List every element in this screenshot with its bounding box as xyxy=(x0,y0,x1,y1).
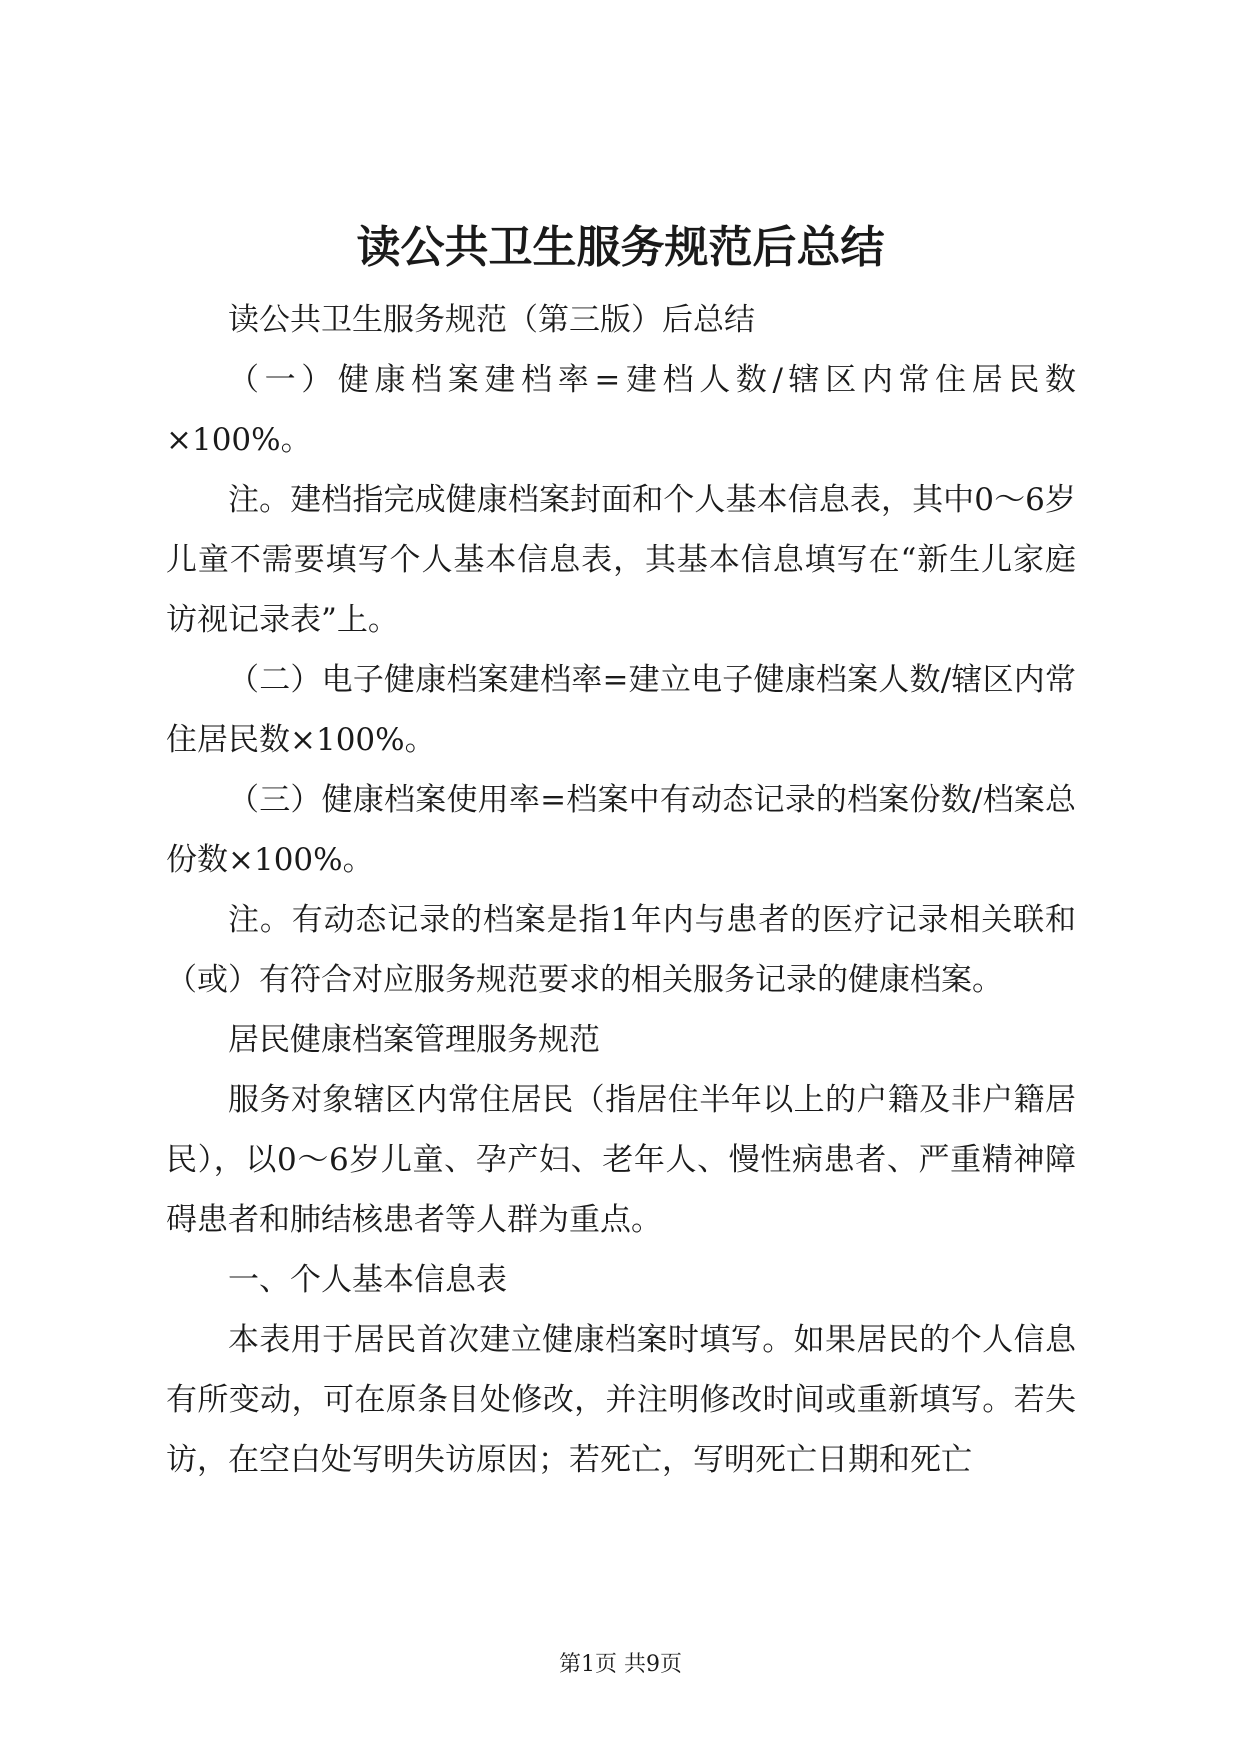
page-number-footer: 第1页 共9页 xyxy=(559,1652,682,1677)
paragraph-service-targets: 服务对象辖区内常住居民（指居住半年以上的户籍及非户籍居民），以0～6岁儿童、孕产妇、老年人、慢性病患者、严重精神障碍患者和肺结核患者等人群为重点。 xyxy=(166,1082,1076,1238)
paragraph-basic-info-form: 本表用于居民首次建立健康档案时填写。如果居民的个人信息有所变动，可在原条目处修改，并注明修改时间或重新填写。若失访，在空白处写明失访原因；若死亡，写明死亡日期和死亡 xyxy=(166,1322,1076,1478)
paragraph-archive-usage-rate: （三）健康档案使用率=档案中有动态记录的档案份数/档案总份数×100%。 xyxy=(166,782,1076,878)
paragraph-electronic-archive-rate: （二）电子健康档案建档率=建立电子健康档案人数/辖区内常住居民数×100%。 xyxy=(166,662,1076,758)
paragraph-archive-rate: （一）健康档案建档率=建档人数/辖区内常住居民数×100%。 xyxy=(166,362,1076,458)
paragraph-archive-note: 注。建档指完成健康档案封面和个人基本信息表，其中0～6岁儿童不需要填写个人基本信息表，其基本信息填写在“新生儿家庭访视记录表”上。 xyxy=(166,482,1076,638)
document-title: 读公共卫生服务规范后总结 xyxy=(356,222,885,273)
paragraph-dynamic-record-note: 注。有动态记录的档案是指1年内与患者的医疗记录相关联和（或）有符合对应服务规范要求的相关服务记录的健康档案。 xyxy=(166,902,1076,998)
paragraph-subsection-heading: 一、个人基本信息表 xyxy=(228,1262,507,1298)
paragraph-section-heading: 居民健康档案管理服务规范 xyxy=(228,1022,600,1058)
document-body xyxy=(166,290,1076,1490)
paragraph-subtitle: 读公共卫生服务规范（第三版）后总结 xyxy=(228,302,755,338)
